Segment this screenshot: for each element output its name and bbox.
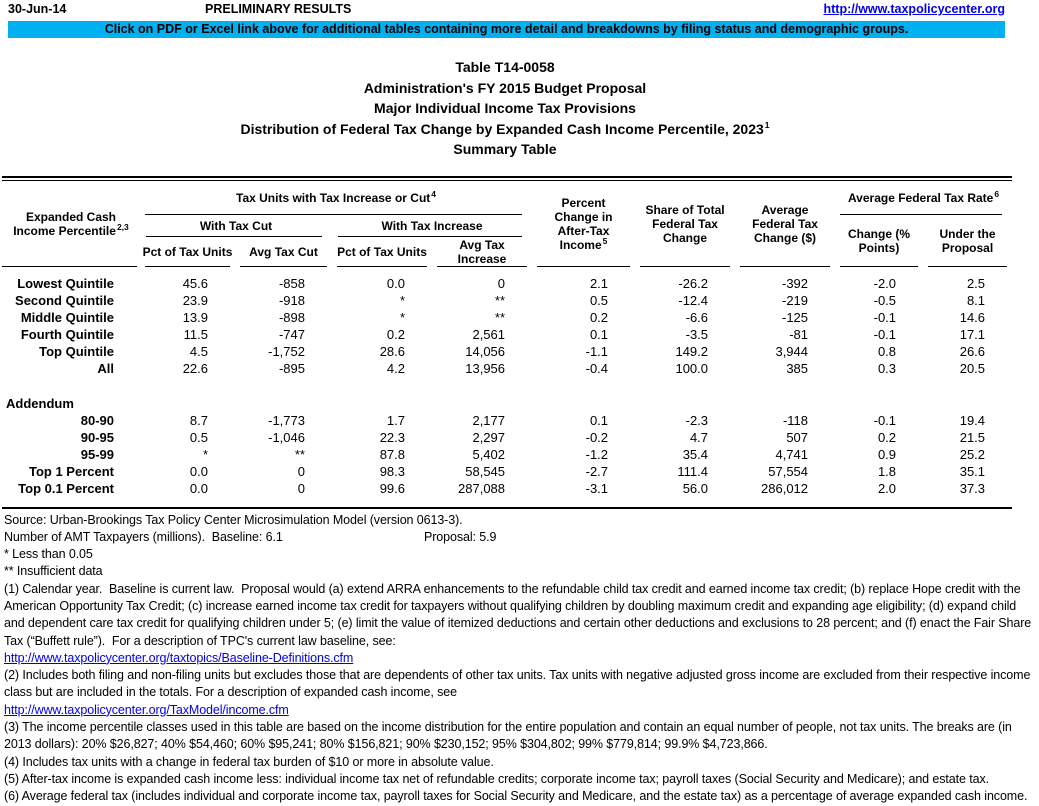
cell-value: 17.1 — [959, 326, 986, 342]
table-row — [2, 463, 1012, 480]
footnote-ref-5: 5 — [602, 235, 608, 246]
title-summary: Summary Table — [453, 141, 557, 157]
table-row — [2, 292, 1012, 309]
amt-taxpayers-line — [4, 529, 1038, 546]
cell-value: 58,545 — [465, 463, 506, 479]
footnote-3: (3) The income percentile classes used in this table are based on the income distribution for the entire population and contain an equal number of people, not tax units. The breaks are (in 2013 dollars): 20% $26,827; 40% $54,460; 60% $95,241; 80% $156,821; 90% $230,152; 95% $304,802; 99% $779,814; 99.9% $4,723,866. — [4, 720, 1016, 752]
preliminary-results-label: PRELIMINARY RESULTS — [205, 2, 352, 16]
cell-value: 0.9 — [877, 446, 897, 462]
cell-value: 0.1 — [589, 326, 609, 342]
table-row — [2, 446, 1012, 463]
footnote-1: (1) Calendar year. Baseline is current law. Proposal would (a) extend ARRA enhancements to the refundable child tax credit and earned income tax credit; (b) replace Hope credit with the American Opportunity Tax Credit; (c) increase earned income tax credit for taxpayers without qualifying children by doubling maximum credit and expanding age eligibility; (d) expand child and dependent care tax credit for qualifying children under 5; (e) limit the value of itemized deductions and certain other deductions and exclusions to 28 percent; and (f) enact the Fair Share Tax (“Buffett rule”). For a description of TPC's current law baseline, see: — [4, 581, 1035, 648]
footnotes-section — [2, 509, 1038, 806]
cell-value: -0.5 — [873, 292, 897, 308]
row-label: Top 0.1 Percent — [18, 480, 114, 496]
cell-value: 25.2 — [959, 446, 986, 462]
group-header-increase-or-cut: Tax Units with Tax Increase or Cut$^4$ — [140, 181, 532, 215]
cell-value: -895 — [278, 360, 305, 376]
stub-header: Expanded Cash Income Percentile$^{2,3}$ — [2, 181, 140, 267]
footnote-4: (4) Includes tax units with a change in federal tax burden of $10 or more in absolute value. — [4, 754, 494, 769]
cell-value: -858 — [278, 275, 305, 291]
col-header-rate-change-points: Change (% Points) — [835, 215, 923, 267]
col-header-pct-units-increase: Pct of Tax Units — [332, 237, 432, 267]
cell-value: -2.0 — [873, 275, 897, 291]
cell-value: 0.0 — [189, 463, 208, 479]
row-label: 95-99 — [80, 446, 114, 462]
table-row — [2, 343, 1012, 360]
cell-value: 0 — [497, 275, 506, 291]
cell-value: -0.1 — [873, 412, 897, 428]
cell-value: -12.4 — [678, 292, 709, 308]
amt-proposal: Proposal: 5.9 — [424, 529, 497, 544]
cell-value: -0.2 — [585, 429, 609, 445]
cell-value: 1.7 — [386, 412, 405, 428]
cell-value: 0.5 — [589, 292, 609, 308]
addendum-rows — [2, 412, 1012, 497]
cell-value: -1,752 — [268, 343, 305, 359]
amt-baseline: Number of AMT Taxpayers (millions). Baseline: 6.1 — [4, 529, 283, 544]
cell-value: 99.6 — [379, 480, 405, 496]
baseline-definitions-link[interactable]: http://www.taxpolicycenter.org/taxtopics/Baseline-Definitions.cfm — [4, 650, 354, 665]
row-label: 90-95 — [80, 429, 114, 445]
cell-value: 37.3 — [959, 480, 986, 496]
cell-value: 0 — [297, 463, 305, 479]
cell-value: 4.7 — [689, 429, 709, 445]
table-row — [2, 275, 1012, 292]
col-header-avg-change: Average Federal Tax Change ($) — [735, 181, 835, 267]
cell-value: -0.4 — [585, 360, 609, 376]
cell-value: 111.4 — [677, 463, 709, 479]
table-row — [2, 480, 1012, 497]
cell-value: -1,773 — [268, 412, 305, 428]
cell-value: -1.1 — [585, 343, 609, 359]
distribution-table — [2, 181, 1012, 497]
source-note: Source: Urban-Brookings Tax Policy Center Microsimulation Model (version 0613-3). — [4, 512, 463, 527]
cell-value: 2,297 — [472, 429, 506, 445]
cell-value: 11.5 — [183, 326, 208, 342]
cell-value: 8.1 — [966, 292, 986, 308]
report-date: 30-Jun-14 — [8, 2, 67, 16]
cell-value: 8.7 — [189, 412, 208, 428]
cell-value: -3.5 — [685, 326, 709, 342]
cell-value: 14.6 — [959, 309, 986, 325]
cell-value: -2.7 — [585, 463, 609, 479]
cell-value: 4.5 — [189, 343, 208, 359]
cell-value: 35.1 — [959, 463, 986, 479]
row-label: Middle Quintile — [20, 309, 114, 325]
row-label: All — [97, 360, 114, 376]
cell-value: ** — [494, 309, 506, 325]
cell-value: 26.6 — [959, 343, 986, 359]
cell-value: 4.2 — [386, 360, 405, 376]
cell-value: 19.4 — [959, 412, 986, 428]
footnote-ref-1: 1 — [764, 119, 770, 130]
cell-value: 507 — [786, 429, 809, 445]
cell-value: -0.1 — [873, 309, 897, 325]
star-note: * Less than 0.05 — [4, 547, 93, 562]
title-distribution: Distribution of Federal Tax Change by Expanded Cash Income Percentile, 2023$^1$ — [240, 119, 770, 137]
cell-value: -2.3 — [685, 412, 709, 428]
cell-value: 2.0 — [877, 480, 897, 496]
cell-value: 23.9 — [182, 292, 208, 308]
addendum-label: Addendum — [6, 395, 74, 411]
table-row — [2, 412, 1012, 429]
table-number: Table T14-0058 — [455, 59, 555, 75]
cell-value: 22.3 — [379, 429, 405, 445]
subgroup-header-with-tax-increase: With Tax Increase — [332, 215, 532, 237]
cell-value: 0.0 — [386, 275, 405, 291]
title-provisions: Major Individual Income Tax Provisions — [374, 100, 636, 116]
cell-value: 4,741 — [775, 446, 809, 462]
group-header-avg-federal-tax-rate: Average Federal Tax Rate$^6$ — [835, 181, 1012, 215]
col-header-pct-change-after-tax-income: Percent Change in After-Tax Income$^5$ — [532, 181, 635, 267]
cell-value: 21.5 — [959, 429, 986, 445]
cell-value: -219 — [781, 292, 809, 308]
table-row — [2, 360, 1012, 377]
footnote-ref-4: 4 — [431, 188, 437, 199]
taxpolicycenter-link[interactable]: http://www.taxpolicycenter.org — [823, 2, 1005, 16]
cell-value: 20.5 — [959, 360, 986, 376]
double-star-note: ** Insufficient data — [4, 564, 103, 579]
cell-value: -125 — [781, 309, 809, 325]
cell-value: 14,056 — [465, 343, 506, 359]
cell-value: 3,944 — [775, 343, 809, 359]
cell-value: 22.6 — [182, 360, 208, 376]
row-label: Fourth Quintile — [20, 326, 114, 342]
cell-value: 0.2 — [877, 429, 897, 445]
cell-value: -918 — [278, 292, 305, 308]
cell-value: * — [202, 446, 208, 462]
col-header-avg-tax-cut: Avg Tax Cut — [235, 237, 332, 267]
cell-value: 0.5 — [189, 429, 208, 445]
cell-value: -392 — [781, 275, 809, 291]
cell-value: 0.0 — [189, 480, 208, 496]
col-header-avg-tax-increase: Avg Tax Increase — [432, 237, 532, 267]
cell-value: -6.6 — [685, 309, 709, 325]
footnote-2: (2) Includes both filing and non-filing units but excludes those that are dependents of other tax units. Tax units with negative adjusted gross income are excluded from their respective income class but are included in the totals. For a description of expanded cash income, see — [4, 668, 1034, 700]
cell-value: -1,046 — [268, 429, 305, 445]
cell-value: 2.5 — [966, 275, 986, 291]
income-definition-link[interactable]: http://www.taxpolicycenter.org/TaxModel/income.cfm — [4, 702, 289, 717]
cell-value: 57,554 — [768, 463, 809, 479]
col-header-pct-units-cut: Pct of Tax Units — [140, 237, 235, 267]
table-row — [2, 309, 1012, 326]
cell-value: 56.0 — [682, 480, 709, 496]
cell-value: -747 — [278, 326, 305, 342]
cell-value: 35.4 — [682, 446, 709, 462]
footnote-ref-6: 6 — [994, 188, 1000, 199]
cell-value: 0.8 — [877, 343, 897, 359]
footnote-6: (6) Average federal tax (includes individual and corporate income tax, payroll taxes for Social Security and Medicare, and the estate tax) as a percentage of average expanded cash income. — [4, 789, 1028, 804]
cell-value: 1.8 — [877, 463, 897, 479]
subgroup-header-with-tax-cut: With Tax Cut — [140, 215, 332, 237]
cell-value: 0.1 — [589, 412, 609, 428]
cell-value: ** — [294, 446, 305, 462]
cell-value: 45.6 — [182, 275, 208, 291]
cell-value: 149.2 — [675, 343, 709, 359]
cell-value: 385 — [786, 360, 809, 376]
cell-value: * — [399, 292, 405, 308]
cell-value: -81 — [789, 326, 809, 342]
cell-value: 0.3 — [877, 360, 897, 376]
cell-value: -898 — [278, 309, 305, 325]
cell-value: -3.1 — [585, 480, 609, 496]
title-block — [0, 57, 1010, 160]
cell-value: 0.2 — [589, 309, 609, 325]
cell-value: 286,012 — [761, 480, 809, 496]
top-bar — [0, 0, 1039, 19]
cell-value: 100.0 — [675, 360, 709, 376]
col-header-rate-under-proposal: Under the Proposal — [923, 215, 1012, 267]
table-header — [2, 181, 1012, 267]
row-label: Second Quintile — [15, 292, 114, 308]
cell-value: 28.6 — [379, 343, 405, 359]
cell-value: 2,177 — [472, 412, 506, 428]
cell-value: 2,561 — [472, 326, 506, 342]
row-label: Top 1 Percent — [28, 463, 114, 479]
cell-value: * — [399, 309, 405, 325]
cell-value: -0.1 — [873, 326, 897, 342]
col-header-share-total-change: Share of Total Federal Tax Change — [635, 181, 735, 267]
title-proposal: Administration's FY 2015 Budget Proposal — [363, 79, 647, 96]
table-row — [2, 326, 1012, 343]
row-label: Top Quintile — [39, 343, 114, 359]
cell-value: 287,088 — [458, 480, 506, 496]
info-banner: Click on PDF or Excel link above for additional tables containing more detail and breakdowns by filing status and demographic groups. — [8, 21, 1005, 38]
main-rows — [2, 275, 1012, 377]
cell-value: -1.2 — [585, 446, 609, 462]
table-row — [2, 429, 1012, 446]
cell-value: 87.8 — [379, 446, 405, 462]
row-label: Lowest Quintile — [17, 275, 114, 291]
cell-value: 13,956 — [465, 360, 506, 376]
cell-value: 2.1 — [589, 275, 609, 291]
footnote-5: (5) After-tax income is expanded cash income less: individual income tax net of refundable credits; corporate income tax; payroll taxes (Social Security and Medicare); and estate tax. — [4, 771, 989, 786]
cell-value: 13.9 — [182, 309, 208, 325]
cell-value: -26.2 — [678, 275, 709, 291]
cell-value: 98.3 — [379, 463, 405, 479]
cell-value: 5,402 — [472, 446, 506, 462]
row-label: 80-90 — [80, 412, 114, 428]
footnote-ref-2-3: 2,3 — [116, 221, 129, 232]
cell-value: -118 — [782, 412, 809, 428]
cell-value: 0.2 — [386, 326, 405, 342]
cell-value: ** — [494, 292, 506, 308]
cell-value: 0 — [297, 480, 305, 496]
